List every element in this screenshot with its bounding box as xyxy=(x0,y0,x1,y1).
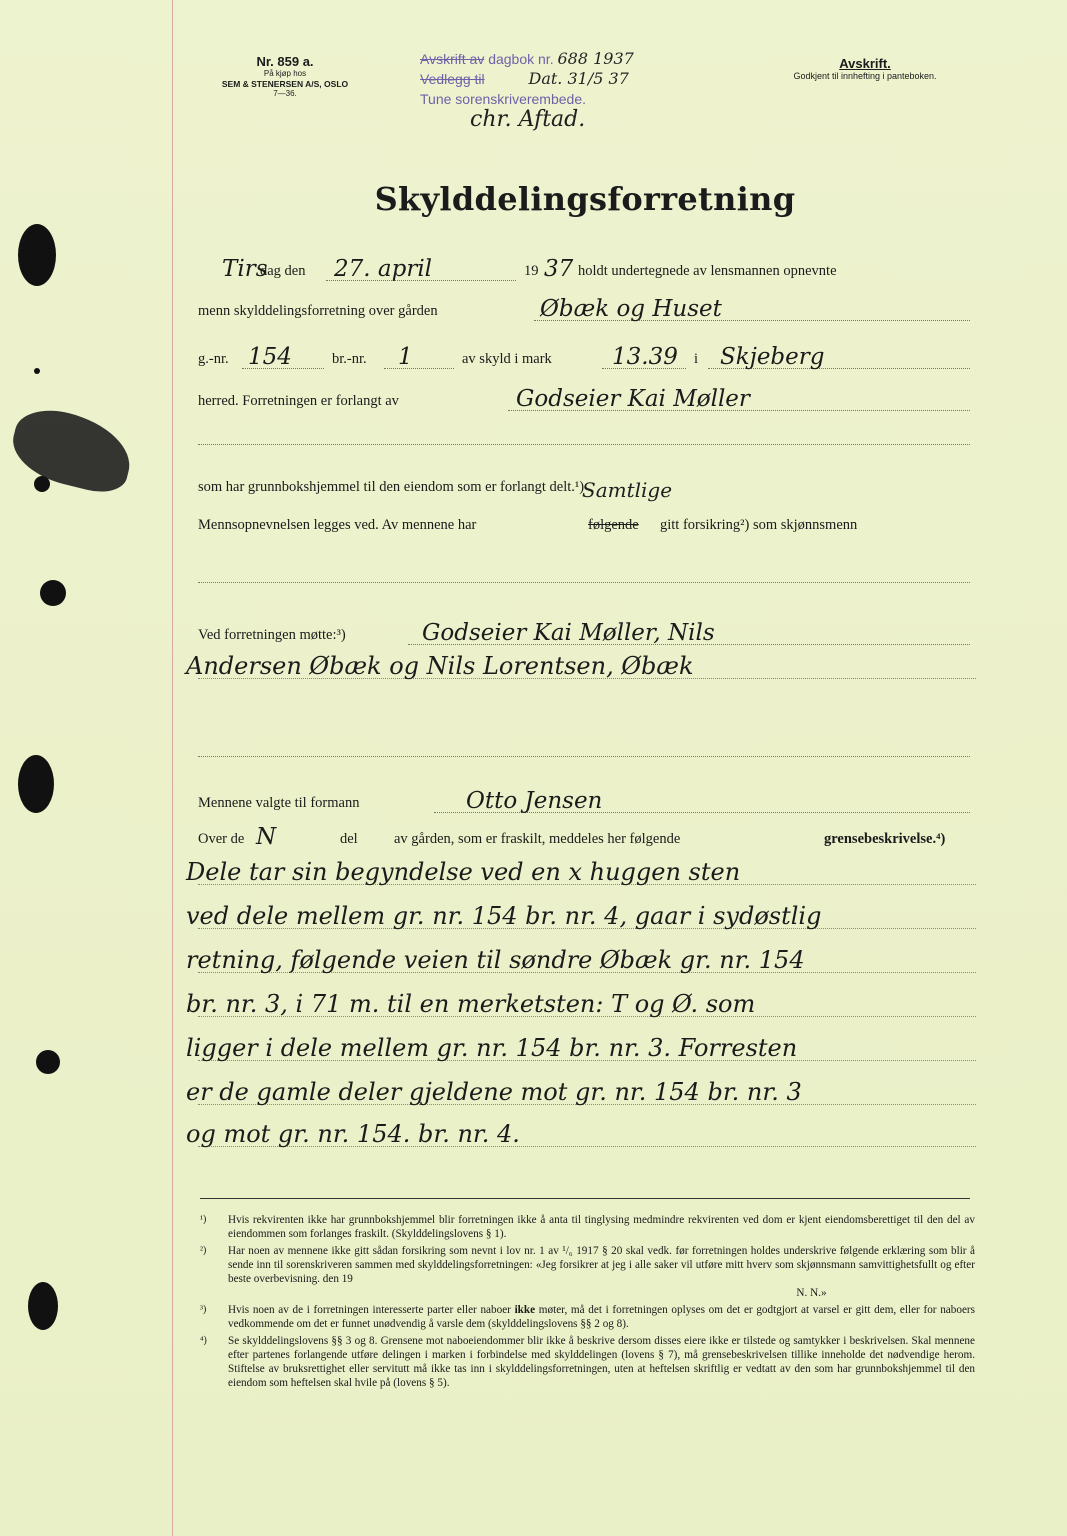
form-line-blank xyxy=(198,552,970,586)
boundary-label: grensebeskrivelse.⁴) xyxy=(824,831,946,847)
footnote-marker: ¹) xyxy=(200,1214,207,1225)
attended-names-2: Andersen Øbæk og Nils Lorentsen, Øbæk xyxy=(186,652,694,680)
form-line-blank xyxy=(198,726,970,760)
menn-text-a: Mennsopnevnelsen legges ved. Av mennene har xyxy=(198,517,477,533)
form-line-blank xyxy=(198,414,970,448)
gnr-value: 154 xyxy=(248,344,292,370)
over-de: Over de xyxy=(198,831,245,847)
boundary-text: Dele tar sin begyndelse ved en x huggen sten xyxy=(186,858,741,886)
boundary-line xyxy=(186,1112,976,1152)
bnr-label: br.-nr. xyxy=(332,351,367,367)
stamp-dagbok-number: 688 1937 xyxy=(557,49,634,68)
footnotes xyxy=(200,1213,975,1393)
day-label: dag den xyxy=(260,263,306,279)
footnote-1 xyxy=(200,1213,975,1241)
boundary-text: er de gamle deler gjeldene mot gr. nr. 154 br. nr. 3 xyxy=(186,1078,802,1106)
binder-hole xyxy=(40,580,66,606)
form-line-chair xyxy=(198,782,970,816)
binder-hole xyxy=(36,1050,60,1074)
farm-name: Øbæk og Huset xyxy=(540,296,722,322)
boundary-line xyxy=(186,1026,976,1066)
over-value: N xyxy=(256,824,277,850)
boundary-line xyxy=(186,938,976,978)
boundary-text: og mot gr. nr. 154. br. nr. 4. xyxy=(186,1120,520,1148)
form-line-attended xyxy=(198,614,970,648)
footnote-2 xyxy=(200,1244,975,1300)
footnote-bold: ikke xyxy=(514,1304,536,1316)
grunnbok-text: som har grunnbokshjemmel til den eiendom som er forlangt delt.¹) xyxy=(198,479,585,495)
ink-spot xyxy=(34,368,40,374)
herred-value: Skjeberg xyxy=(720,344,825,370)
footnote-text: Se skylddelingslovens §§ 3 og 8. Grensene mot naboeiendommer blir ikke å beskrive dersom disses eiere ikke er tilstede og samtykker i beskrivelsen. Skal mennene efter partenes forlangende utføre delingen i marken i forbindelse med skylddelingen (lovens § 7), må grensebeskrivelsen tillike inneholde det nødvendige herom. Stiftelse av bruksrettighet eller servitutt må ikke tas inn i skylddelingsforretningen, uten at heftelsen skriftlig er vedtatt av den som har grunnbokshjemmel til den eiendom som heftelsen skal hvile på (lovens § 5). xyxy=(228,1335,975,1389)
boundary-text: ved dele mellem gr. nr. 154 br. nr. 4, gaar i sydøstlig xyxy=(186,902,822,930)
year-value: 37 xyxy=(544,256,574,282)
document-title: Skylddelingsforretning xyxy=(374,180,796,218)
clerk-signature: chr. Aftad. xyxy=(470,107,586,132)
gnr-label: g.-nr. xyxy=(198,351,229,367)
stamp-vedlegg: Vedlegg til xyxy=(420,71,485,87)
binder-hole xyxy=(18,224,56,286)
chair-name: Otto Jensen xyxy=(466,788,603,814)
requested-by: Godseier Kai Møller xyxy=(516,386,750,412)
attended-label: Ved forretningen møtte:³) xyxy=(198,627,346,643)
footnote-text: møter, må det i forretningen oplyses om det er godtgjort at varsel er gitt dem, eller for naboers vedkommende om det er funnet unødvendig å varsle dem (skylddelingslovens §§ 2 og 8). xyxy=(228,1304,975,1330)
footnote-marker: ²) xyxy=(200,1245,207,1256)
samtlige-insert: Samtlige xyxy=(582,478,673,502)
boundary-line xyxy=(186,1070,976,1110)
margin-rule xyxy=(172,0,173,1536)
boundary-text: ligger i dele mellem gr. nr. 154 br. nr. 3. Forresten xyxy=(186,1034,798,1062)
copy-label xyxy=(760,56,970,81)
boundary-line xyxy=(186,850,976,890)
bnr-value: 1 xyxy=(398,344,413,370)
footnote-text: Har noen av mennene ikke gitt sådan forsikring som nevnt i lov nr. 1 av ¹/₆ 1917 § 20 skal vedk. før forretningen holdes underskrive følgende erklæring som blir å sende inn til sorenskriveren sammen med skylddelingsforretningen: «Jeg forsikrer at jeg i alle saker vil utføre mitt hverv som skjønnsmann samvittighetsfullt og efter beste overbevisning. den 19 xyxy=(228,1245,975,1285)
attended-line-2 xyxy=(186,644,976,684)
farm-label: menn skylddelingsforretning over gården xyxy=(198,303,438,319)
publisher-line: På kjøp hos xyxy=(263,69,307,78)
chair-label: Mennene valgte til formann xyxy=(198,795,360,811)
boundary-text: retning, følgende veien til søndre Øbæk gr. nr. 154 xyxy=(186,946,805,974)
office-stamp xyxy=(420,49,634,109)
form-number: Nr. 859 a. xyxy=(256,54,314,69)
footnote-text: Hvis rekvirenten ikke har grunnbokshjemmel blir forretningen ikke å anta til tinglysing medmindre rekvirenten ved dom er kjent eiendomsberettiget til den del av eiendommen som forlanges fraskilt. (Skylddelingslovens § 1). xyxy=(228,1214,975,1240)
footnote-signature: N. N.» xyxy=(796,1287,827,1299)
footnote-4 xyxy=(200,1334,975,1390)
copy-title: Avskrift. xyxy=(839,56,891,71)
form-line-menn xyxy=(198,504,970,538)
weekday-prefix: Tirs xyxy=(222,256,268,282)
skyld-value: 13.39 xyxy=(612,344,678,370)
date-value: 27. april xyxy=(334,256,433,282)
footnote-marker: ³) xyxy=(200,1304,207,1315)
boundary-text: br. nr. 3, i 71 m. til en merketsten: T og Ø. som xyxy=(186,990,756,1018)
footnote-separator xyxy=(200,1198,970,1199)
form-header xyxy=(200,54,370,99)
stamp-avskrift: Avskrift av xyxy=(420,51,485,67)
attended-names-1: Godseier Kai Møller, Nils xyxy=(422,620,715,646)
boundary-line xyxy=(186,982,976,1022)
publisher-name: SEM & STENERSEN A/S, OSLO xyxy=(221,79,349,89)
form-line-numbers xyxy=(198,338,970,372)
ink-smudge xyxy=(5,402,138,499)
requested-label: herred. Forretningen er forlangt av xyxy=(198,393,399,409)
form-line-date xyxy=(198,250,970,284)
menn-text-struck: følgende xyxy=(588,517,639,533)
skyld-label: av skyld i mark xyxy=(462,351,552,367)
stamp-dagbok: dagbok nr. xyxy=(488,51,554,67)
form-line-farm xyxy=(198,290,970,324)
i-label: i xyxy=(694,351,699,367)
footnote-3 xyxy=(200,1303,975,1331)
binder-hole xyxy=(34,476,50,492)
menn-text-b: gitt forsikring²) som skjønnsmenn xyxy=(660,517,858,533)
footnote-text: Hvis noen av de i forretningen interesserte parter eller naboer xyxy=(228,1304,511,1316)
over-text: av gården, som er fraskilt, meddeles her følgende xyxy=(394,831,681,847)
binder-hole xyxy=(28,1282,58,1330)
line1-text: holdt undertegnede av lensmannen opnevnte xyxy=(578,263,837,279)
print-code: 7—36. xyxy=(273,89,297,98)
binder-hole xyxy=(18,755,54,813)
stamp-office: Tune sorenskriverembede. xyxy=(420,91,587,107)
stamp-date: Dat. 31/5 37 xyxy=(528,69,629,88)
form-line-requested xyxy=(198,380,970,414)
copy-subtitle: Godkjent til innhefting i panteboken. xyxy=(793,71,937,81)
over-del: del xyxy=(340,831,358,847)
boundary-line xyxy=(186,894,976,934)
form-line-over xyxy=(198,818,970,852)
year-prefix: 19 xyxy=(524,263,539,279)
footnote-marker: ⁴) xyxy=(200,1335,207,1346)
